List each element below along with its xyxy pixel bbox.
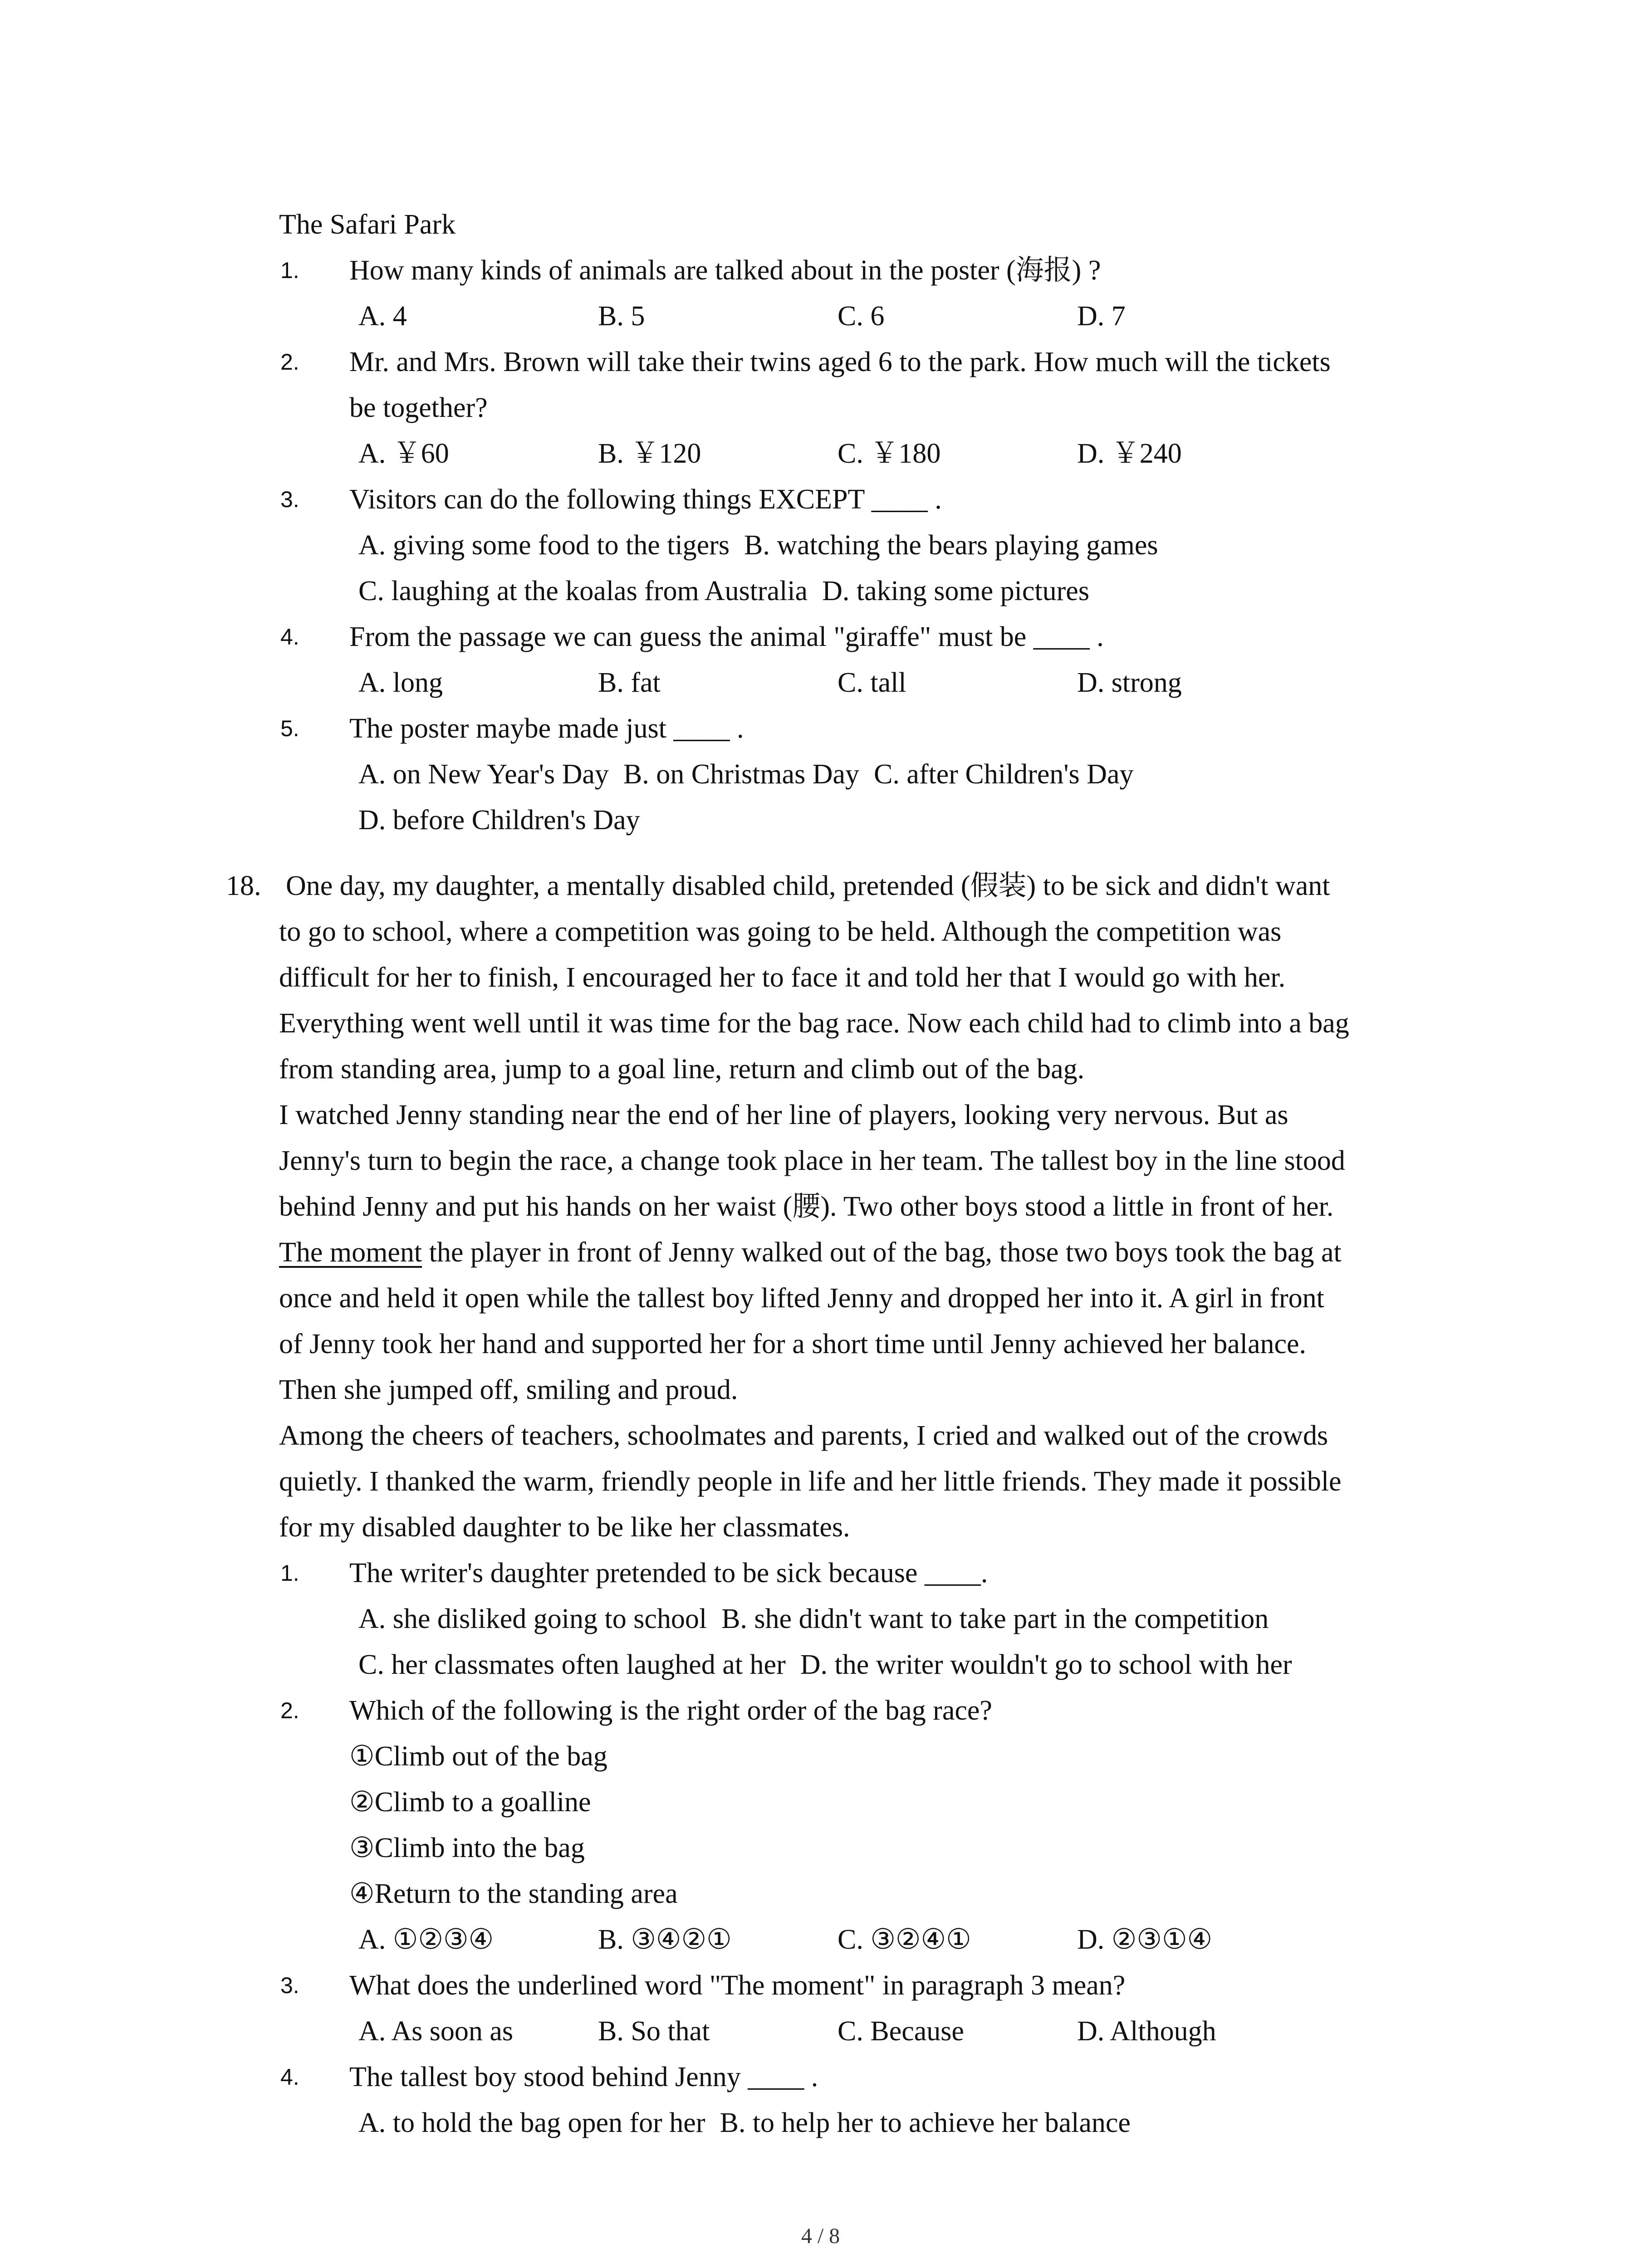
question-text: The poster maybe made just ____ . bbox=[349, 713, 744, 744]
choice-b: B. So that bbox=[598, 2016, 710, 2047]
option-row bbox=[0, 1642, 1641, 1688]
choice-row bbox=[0, 660, 1641, 706]
choice-row bbox=[0, 2009, 1641, 2054]
question-block bbox=[0, 1550, 1641, 1688]
choice-c: C. ￥180 bbox=[838, 438, 941, 469]
content bbox=[0, 202, 1641, 2146]
option-row bbox=[0, 797, 1641, 843]
race-step: ④Return to the standing area bbox=[349, 1878, 678, 1909]
question-number: 5. bbox=[280, 716, 299, 741]
question-number: 2. bbox=[280, 1698, 299, 1723]
race-step: ③Climb into the bag bbox=[349, 1833, 585, 1863]
choice-b: B. ￥120 bbox=[598, 438, 701, 469]
passage-line: once and held it open while the tallest boy lifted Jenny and dropped her into it. A girl in front bbox=[279, 1283, 1324, 1314]
option-d: D. taking some pictures bbox=[822, 576, 1089, 606]
passage-line: quietly. I thanked the warm, friendly people in life and her little friends. They made it possible bbox=[279, 1466, 1342, 1497]
passage-line: Among the cheers of teachers, schoolmates and parents, I cried and walked out of the crowds bbox=[279, 1420, 1328, 1451]
question-number: 1. bbox=[280, 1560, 299, 1586]
question-text: What does the underlined word "The moment" in paragraph 3 mean? bbox=[349, 1970, 1126, 2001]
question-block bbox=[0, 706, 1641, 843]
option-c: C. after Children's Day bbox=[874, 759, 1134, 790]
passage-line: difficult for her to finish, I encouraged her to face it and told her that I would go with her. bbox=[279, 962, 1286, 993]
question-block bbox=[0, 2054, 1641, 2146]
question-text: The writer's daughter pretended to be sick because ____. bbox=[349, 1558, 988, 1589]
option-c: C. her classmates often laughed at her bbox=[358, 1649, 786, 1680]
option-row bbox=[0, 523, 1641, 568]
passage-line: I watched Jenny standing near the end of her line of players, looking very nervous. But as bbox=[279, 1100, 1288, 1130]
underlined-phrase: The moment bbox=[279, 1237, 422, 1268]
choice-b: B. 5 bbox=[598, 301, 645, 332]
question-text: The tallest boy stood behind Jenny ____ . bbox=[349, 2062, 818, 2092]
question-number: 1. bbox=[280, 258, 299, 283]
question-text: From the passage we can guess the animal "giraffe" must be ____ . bbox=[349, 621, 1104, 652]
choice-a: A. ￥60 bbox=[358, 438, 449, 469]
question-text-continued: be together? bbox=[349, 392, 488, 423]
option-row bbox=[0, 752, 1641, 797]
choice-d: D. strong bbox=[1077, 667, 1182, 698]
choice-c: C. 6 bbox=[838, 301, 885, 332]
passage-line: to go to school, where a competition was going to be held. Although the competition was bbox=[279, 916, 1282, 947]
choice-d: D. ②③①④ bbox=[1077, 1924, 1213, 1955]
question-block bbox=[0, 339, 1641, 477]
question-block bbox=[0, 1688, 1641, 1963]
race-step: ①Climb out of the bag bbox=[349, 1741, 607, 1772]
option-d: D. the writer wouldn't go to school with her bbox=[800, 1649, 1292, 1680]
choice-a: A. ①②③④ bbox=[358, 1924, 494, 1955]
passage-line bbox=[0, 1230, 1641, 1276]
passage-line: Then she jumped off, smiling and proud. bbox=[279, 1374, 738, 1405]
choice-c: C. Because bbox=[838, 2016, 964, 2047]
question-block bbox=[0, 1963, 1641, 2054]
option-a: A. on New Year's Day bbox=[358, 759, 609, 790]
choice-a: A. As soon as bbox=[358, 2016, 514, 2047]
option-b: B. watching the bears playing games bbox=[744, 530, 1158, 561]
passage-line: One day, my daughter, a mentally disabled child, pretended (假装) to be sick and didn't want bbox=[286, 870, 1330, 901]
question-number: 4. bbox=[280, 2064, 299, 2090]
question-block bbox=[0, 248, 1641, 339]
option-row bbox=[0, 568, 1641, 614]
question-text: Visitors can do the following things EXCEPT ____ . bbox=[349, 484, 942, 515]
passage-18 bbox=[0, 863, 1641, 2146]
choice-row bbox=[0, 293, 1641, 339]
passage-number: 18. bbox=[226, 870, 261, 901]
option-a: A. to hold the bag open for her bbox=[358, 2107, 705, 2138]
page-number: 4 / 8 bbox=[801, 2224, 840, 2248]
passage-line: behind Jenny and put his hands on her waist (腰). Two other boys stood a little in front of her. bbox=[279, 1191, 1334, 1222]
passage-line: for my disabled daughter to be like her classmates. bbox=[279, 1512, 850, 1543]
passage-line: from standing area, jump to a goal line, return and climb out of the bag. bbox=[279, 1054, 1085, 1085]
race-step: ②Climb to a goalline bbox=[349, 1787, 591, 1818]
option-b: B. she didn't want to take part in the competition bbox=[721, 1603, 1269, 1634]
option-row bbox=[0, 2100, 1641, 2146]
choice-c: C. ③②④① bbox=[838, 1924, 971, 1955]
choice-d: D. 7 bbox=[1077, 301, 1126, 332]
question-block bbox=[0, 614, 1641, 706]
choice-d: D. Although bbox=[1077, 2016, 1216, 2047]
choice-a: A. 4 bbox=[358, 301, 407, 332]
choice-b: B. fat bbox=[598, 667, 661, 698]
choice-a: A. long bbox=[358, 667, 443, 698]
question-number: 3. bbox=[280, 1973, 299, 1998]
option-b: B. on Christmas Day bbox=[623, 759, 859, 790]
option-a: A. she disliked going to school bbox=[358, 1603, 707, 1634]
question-number: 2. bbox=[280, 349, 299, 375]
choice-b: B. ③④②① bbox=[598, 1924, 732, 1955]
passage-line-rest: the player in front of Jenny walked out of the bag, those two boys took the bag at bbox=[422, 1237, 1342, 1268]
section-title: The Safari Park bbox=[279, 209, 456, 240]
passage-line: Jenny's turn to begin the race, a change took place in her team. The tallest boy in the line stood bbox=[279, 1145, 1345, 1176]
question-number: 3. bbox=[280, 487, 299, 512]
question-block bbox=[0, 477, 1641, 614]
option-d: D. before Children's Day bbox=[358, 805, 640, 836]
option-row bbox=[0, 1596, 1641, 1642]
question-text: How many kinds of animals are talked about in the poster (海报) ? bbox=[349, 255, 1101, 286]
question-number: 4. bbox=[280, 624, 299, 650]
choice-d: D. ￥240 bbox=[1077, 438, 1182, 469]
passage-line: Everything went well until it was time for the bag race. Now each child had to climb into a bag bbox=[279, 1008, 1349, 1039]
option-b: B. to help her to achieve her balance bbox=[720, 2107, 1131, 2138]
choice-row bbox=[0, 431, 1641, 477]
question-text: Which of the following is the right order of the bag race? bbox=[349, 1695, 992, 1726]
choice-c: C. tall bbox=[838, 667, 906, 698]
choice-row bbox=[0, 1917, 1641, 1963]
question-text: Mr. and Mrs. Brown will take their twins aged 6 to the park. How much will the tickets bbox=[349, 347, 1331, 377]
passage-line: of Jenny took her hand and supported her for a short time until Jenny achieved her balance. bbox=[279, 1329, 1306, 1359]
option-a: A. giving some food to the tigers bbox=[358, 530, 730, 561]
option-c: C. laughing at the koalas from Australia bbox=[358, 576, 808, 606]
